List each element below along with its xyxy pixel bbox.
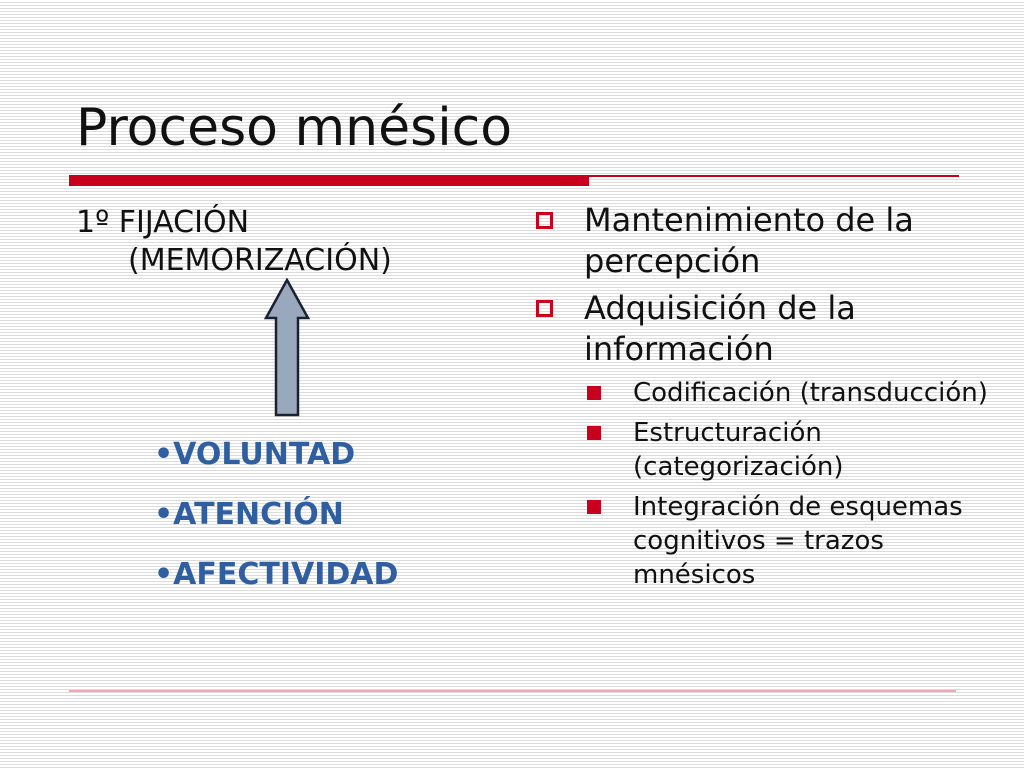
sub-list-item-text: Codificación (transducción) <box>633 378 988 408</box>
factor-atencion: •ATENCIÓN <box>154 497 344 532</box>
left-heading-line1: 1º FIJACIÓN <box>76 205 250 240</box>
sub-list-item-text: Integración de esquemas cognitivos = trazos mnésicos <box>633 492 963 590</box>
factor-list <box>154 437 399 620</box>
footer-divider <box>69 690 956 692</box>
filled-square-bullet-icon <box>587 500 601 514</box>
list-item <box>532 288 992 370</box>
sub-list-item <box>532 416 992 484</box>
left-heading-line2: (MEMORIZACIÓN) <box>128 243 392 279</box>
left-heading <box>76 204 392 281</box>
title-underline-thick <box>69 175 589 186</box>
hollow-square-bullet-icon <box>536 300 553 317</box>
list-item <box>532 200 992 282</box>
slide-title: Proceso mnésico <box>76 98 513 158</box>
list-item-text: Adquisición de la información <box>584 289 856 368</box>
sub-list-item-text: Estructuración (categorización) <box>633 418 844 482</box>
hollow-square-bullet-icon <box>536 212 553 229</box>
list-item-text: Mantenimiento de la percepción <box>584 201 914 280</box>
filled-square-bullet-icon <box>587 386 601 400</box>
factor-voluntad: •VOLUNTAD <box>154 437 356 472</box>
filled-square-bullet-icon <box>587 426 601 440</box>
title-underline-thin <box>589 175 959 177</box>
sub-list-item <box>532 376 992 410</box>
sub-list-item <box>532 490 992 592</box>
factor-afectividad: •AFECTIVIDAD <box>154 557 399 592</box>
right-bullet-list <box>532 200 992 598</box>
up-arrow-icon <box>264 278 310 418</box>
